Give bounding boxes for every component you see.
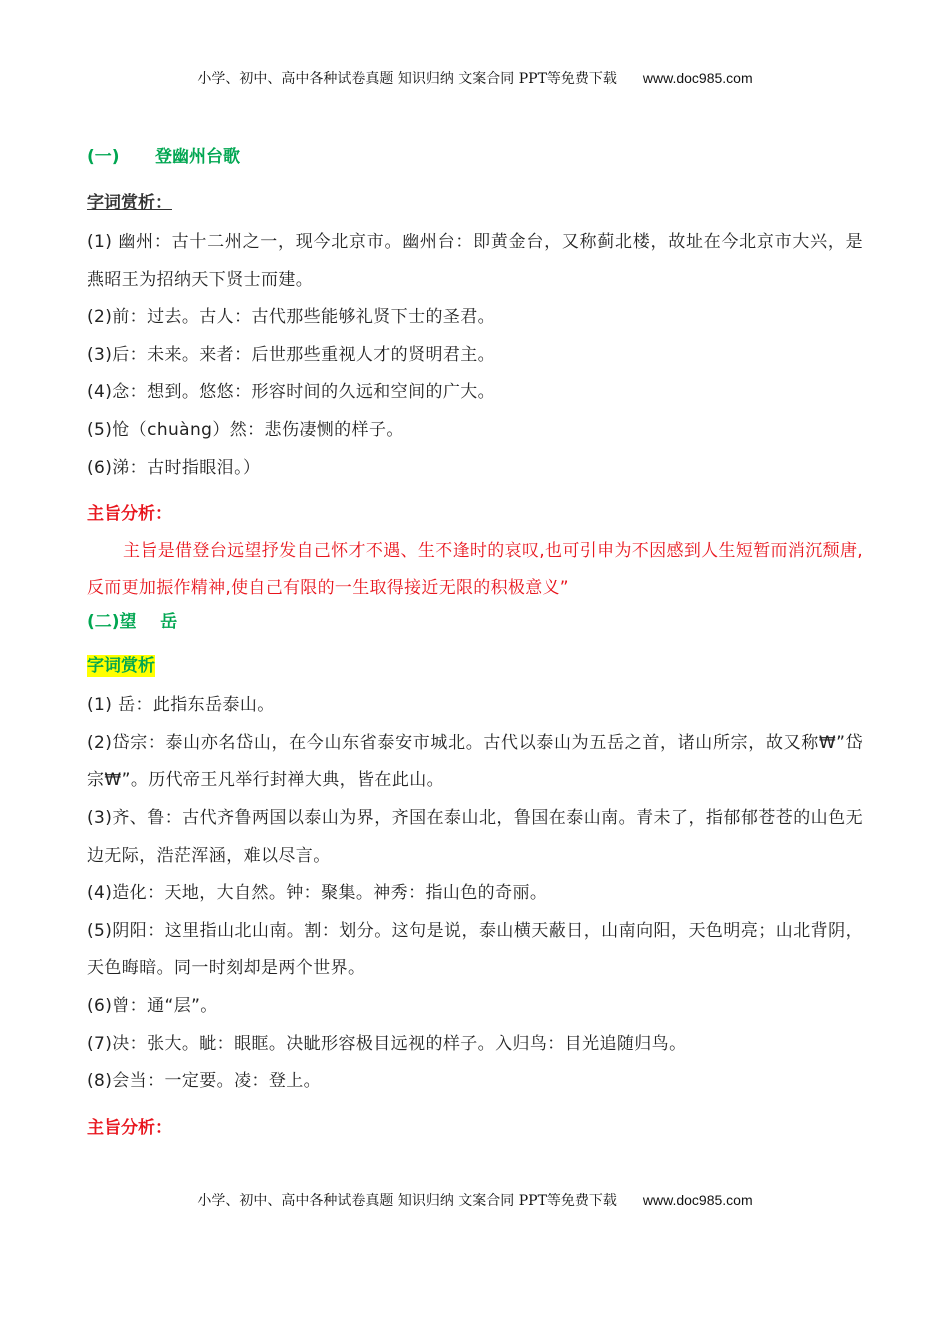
vocab-item: (3)齐、鲁：古代齐鲁两国以泰山为界，齐国在泰山北，鲁国在泰山南。青未了，指郁郁苍苍的山色无边无际，浩茫浑涵，难以尽言。: [87, 807, 863, 866]
vocab-item: (1) 岳：此指东岳泰山。: [87, 695, 275, 716]
vocab-item: (6)曾：通“层”。: [87, 995, 218, 1016]
vocab-list-1: [87, 224, 863, 487]
vocab-label-2: [87, 651, 863, 681]
vocab-item: (8)会当：一定要。凌：登上。: [87, 1071, 322, 1092]
theme-text-1: 主旨是借登台远望抒发自己怀才不遇、生不逢时的哀叹,也可引申为不因感到人生短暂而消沉颓唐,反而更加振作精神,使自己有限的一生取得接近无限的积极意义”: [87, 541, 863, 599]
page-header: [0, 68, 950, 88]
vocab-item: (5)阴阳：这里指山北山南。割：划分。这句是说，泰山横天蔽日，山南向阳，天色明亮；山北背阴，天色晦暗。同一时刻却是两个世界。: [87, 920, 863, 979]
section-title-1: (一) 登幽州台歌: [87, 147, 241, 167]
vocab-item: (6)涕：古时指眼泪。）: [87, 457, 261, 478]
vocab-item: (3)后：未来。来者：后世那些重视人才的贤明君主。: [87, 344, 496, 365]
header-text: 小学、初中、高中各种试卷真题 知识归纳 文案合同 PPT等免费下载: [197, 71, 617, 87]
vocab-item: (5)怆（chuàng）然：悲伤凄恻的样子。: [87, 419, 404, 440]
vocab-item: (4)念：想到。悠悠：形容时间的久远和空间的广大。: [87, 382, 496, 403]
footer-text: 小学、初中、高中各种试卷真题 知识归纳 文案合同 PPT等免费下载: [197, 1193, 617, 1209]
vocab-list-2: [87, 687, 863, 1101]
theme-label-1: 主旨分析：: [87, 504, 172, 525]
vocab-label-2-text: 字词赏析: [87, 656, 155, 677]
vocab-item: (4)造化：天地，大自然。钟：聚集。神秀：指山色的奇丽。: [87, 883, 548, 904]
section-title-2: (二)望 岳: [87, 612, 178, 633]
footer-url[interactable]: www.doc985.com: [642, 1192, 753, 1208]
vocab-item: (7)决：张大。眦：眼眶。决眦形容极目远视的样子。入归鸟：目光追随归鸟。: [87, 1033, 687, 1054]
document-body: [87, 142, 863, 1143]
header-url[interactable]: www.doc985.com: [642, 70, 753, 86]
vocab-label-1: 字词赏析：: [87, 193, 172, 213]
page-footer: [0, 1190, 950, 1210]
theme-label-2: 主旨分析：: [87, 1117, 172, 1138]
vocab-item: (2)岱宗：泰山亦名岱山，在今山东省泰安市城北。古代以泰山为五岳之首，诸山所宗，故又称₩”岱宗₩”。历代帝王凡举行封禅大典，皆在此山。: [87, 732, 863, 791]
vocab-item: (1) 幽州：古十二州之一，现今北京市。幽州台：即黄金台，又称蓟北楼，故址在今北京市大兴，是燕昭王为招纳天下贤士而建。: [87, 232, 863, 290]
vocab-item: (2)前：过去。古人：古代那些能够礼贤下士的圣君。: [87, 307, 496, 328]
